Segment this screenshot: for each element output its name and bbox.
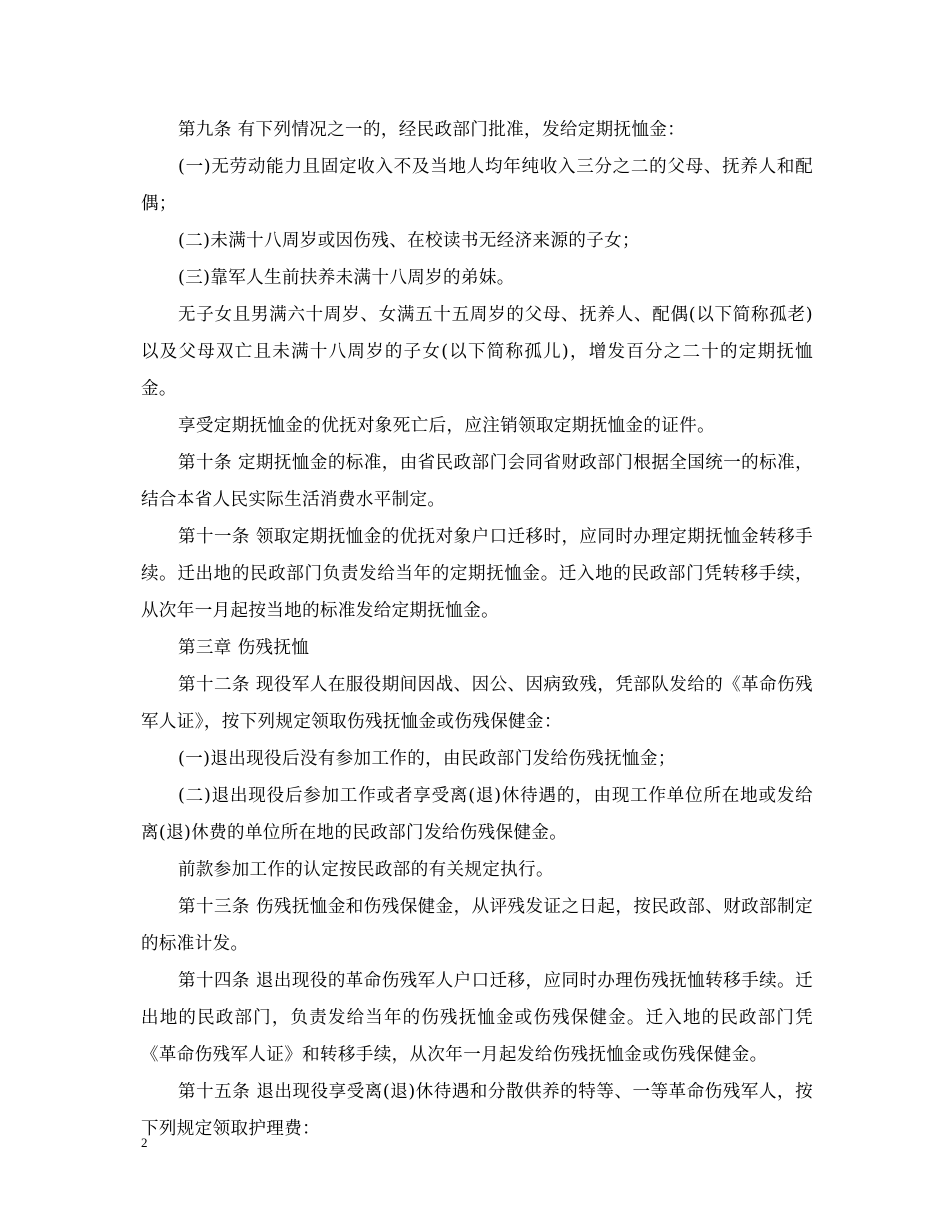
paragraph: (二)退出现役后参加工作或者享受离(退)休待遇的，由现工作单位所在地或发给离(退)休费的单位所在地的民政部门发给伤残保健金。 bbox=[141, 786, 813, 843]
paragraph: (一)退出现役后没有参加工作的，由民政部门发给伤残抚恤金； bbox=[178, 749, 676, 769]
paragraph: 第十条 定期抚恤金的标准，由省民政部门会同省财政部门根据全国统一的标准，结合本省人民实际生活消费水平制定。 bbox=[141, 453, 813, 510]
paragraph: 享受定期抚恤金的优抚对象死亡后，应注销领取定期抚恤金的证件。 bbox=[178, 416, 715, 436]
paragraph: 前款参加工作的认定按民政部的有关规定执行。 bbox=[178, 860, 554, 880]
paragraph: 第十四条 退出现役的革命伤残军人户口迁移，应同时办理伤残抚恤转移手续。迁出地的民政部门，负责发给当年的伤残抚恤金或伤残保健金。迁入地的民政部门凭《革命伤残军人证》和转移手续，从次年一月起发给伤残抚恤金或伤残保健金。 bbox=[141, 971, 813, 1065]
document-body bbox=[141, 112, 813, 1148]
paragraph: (一)无劳动能力且固定收入不及当地人均年纯收入三分之二的父母、抚养人和配偶； bbox=[141, 157, 813, 214]
paragraph: 第十三条 伤残抚恤金和伤残保健金，从评残发证之日起，按民政部、财政部制定的标准计发。 bbox=[141, 897, 813, 954]
paragraph: 第十二条 现役军人在服役期间因战、因公、因病致残，凭部队发给的《革命伤残军人证》，按下列规定领取伤残抚恤金或伤残保健金： bbox=[141, 675, 813, 732]
paragraph: 第十五条 退出现役享受离(退)休待遇和分散供养的特等、一等革命伤残军人，按下列规定领取护理费： bbox=[141, 1082, 813, 1139]
paragraph: 无子女且男满六十周岁、女满五十五周岁的父母、抚养人、配偶(以下简称孤老)以及父母双亡且未满十八周岁的子女(以下简称孤儿)，增发百分之二十的定期抚恤金。 bbox=[141, 305, 813, 399]
chapter-heading: 第三章 伤残抚恤 bbox=[178, 638, 310, 658]
paragraph: (三)靠军人生前扶养未满十八周岁的弟妹。 bbox=[178, 268, 515, 288]
page-number: 2 bbox=[141, 1135, 148, 1150]
paragraph: 第九条 有下列情况之一的，经民政部门批准，发给定期抚恤金： bbox=[178, 120, 686, 140]
paragraph: 第十一条 领取定期抚恤金的优抚对象户口迁移时，应同时办理定期抚恤金转移手续。迁出地的民政部门负责发给当年的定期抚恤金。迁入地的民政部门凭转移手续，从次年一月起按当地的标准发给定期抚恤金。 bbox=[141, 527, 813, 621]
paragraph: (二)未满十八周岁或因伤残、在校读书无经济来源的子女； bbox=[178, 231, 640, 251]
